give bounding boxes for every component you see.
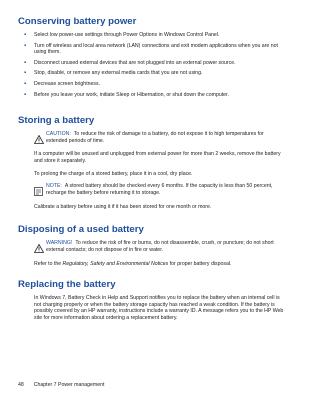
note-label: NOTE: [46,183,62,189]
square-bullet: ▪ [24,80,27,87]
storing-paragraph-3: Calibrate a battery before using it if it has been stored for one month or more. [34,204,212,210]
list-item: ▪ Decrease screen brightness. [24,80,101,87]
chapter-title: Chapter 7 Power management [33,382,105,388]
replacing-paragraph: In Windows 7, Battery Check in Help and Support notifies you to replace the battery when an internal cell is not charging properly or when the battery storage capacity has reached a weak condition. If the battery is possibly covered by an HP warranty, instructions include a warranty ID. A message refers you to the HP Web site for more information about ordering a replacement battery. [34,295,284,321]
caution-note [34,131,286,144]
list-item: ▪ Turn off wireless and local area network (LAN) connections and exit modem applications when you are not using them. [24,42,278,56]
heading-replacing-the-battery: Replacing the battery [18,279,116,290]
heading-storing-a-battery: Storing a battery [18,115,95,126]
square-bullet: ▪ [24,42,27,49]
square-bullet: ▪ [24,32,27,38]
list-item: ▪ Select low power-use settings through Power Options in Windows Control Panel. [24,32,220,38]
warning-note [34,240,286,253]
list-item: ▪ Disconnect unused external devices that are not plugged into an external power source. [24,59,236,66]
storing-paragraph-1: If a computer will be unused and unplugged from external power for more than 2 weeks, remove the battery and store it separately. [34,151,281,164]
heading-disposing-of-a-used-battery: Disposing of a used battery [18,224,144,235]
list-item: ▪ Stop, disable, or remove any external media cards that you are not using. [24,70,203,77]
square-bullet: ▪ [24,59,27,66]
warning-text: To reduce the risk of fire or burns, do not disassemble, crush, or puncture; do not short external contacts; do not dispose of in fire or water. [46,240,274,253]
page-footer [18,382,104,388]
square-bullet: ▪ [24,91,27,98]
storing-paragraph-2: To prolong the charge of a stored battery, place it in a cool, dry place. [34,171,193,177]
storage-note [34,183,286,196]
warning-triangle-icon [34,131,44,149]
heading-conserving-battery-power: Conserving battery power [18,16,137,27]
caution-label: CAUTION: [46,131,71,137]
warning-triangle-icon [34,240,44,258]
page-number: 48 [18,382,24,388]
note-icon [34,183,44,201]
caution-text: To reduce the risk of damage to a battery, do not expose it to high temperatures for extended periods of time. [46,131,264,144]
note-text: A stored battery should be checked every 6 months. If the capacity is less than 50 percent, recharge the battery before returning it to storage. [46,183,273,196]
disposal-paragraph: Refer to the Regulatory, Safety and Environmental Notices for proper battery disposal. [34,261,232,267]
conserving-tips-list [24,32,284,98]
warning-label: WARNING! [46,240,73,246]
square-bullet: ▪ [24,70,27,77]
list-item: ▪ Before you leave your work, initiate Sleep or Hibernation, or shut down the computer. [24,91,229,98]
